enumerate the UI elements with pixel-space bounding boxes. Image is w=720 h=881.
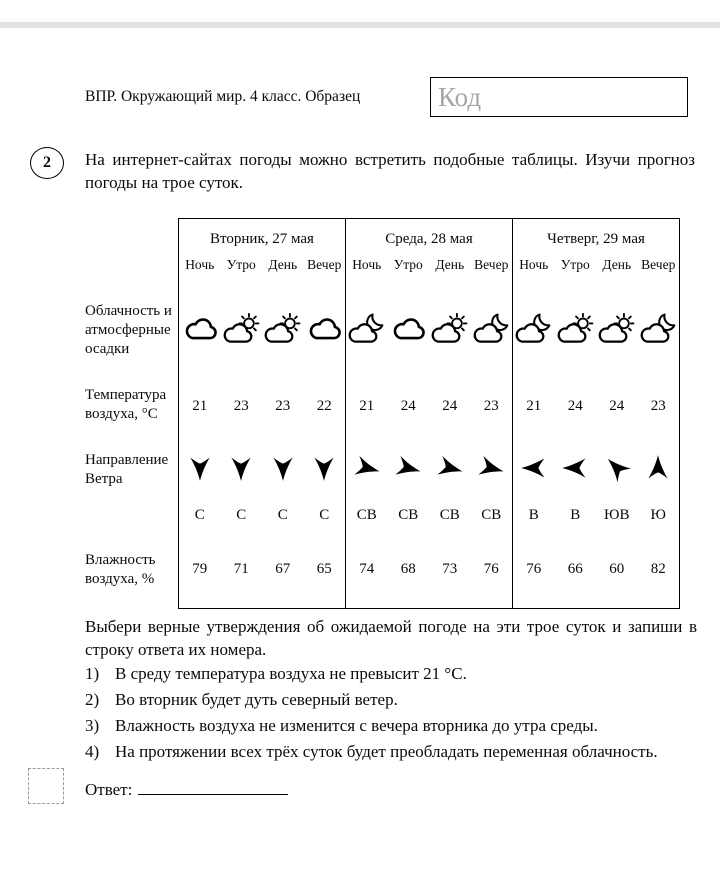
wind-arrow-icon: [221, 437, 263, 499]
sun-behind-cloud-icon: [596, 283, 638, 375]
sun-behind-cloud-icon: [221, 283, 263, 375]
wind-direction-row: [513, 499, 679, 545]
wind-direction-value: СВ: [439, 507, 460, 523]
wind-arrow-icon: [429, 437, 471, 499]
statement-item: [85, 715, 701, 737]
wind-direction-value: ЮВ: [604, 507, 630, 523]
cloudiness-row: [513, 283, 679, 375]
time-header: Вечер: [641, 257, 676, 272]
wind-direction-value: СВ: [398, 507, 419, 523]
humidity-row: [513, 545, 679, 608]
wind-arrow-icon: [596, 437, 638, 499]
wind-arrow-icon: [262, 437, 304, 499]
moon-behind-cloud-icon: [346, 283, 388, 375]
wind-direction-value: Ю: [650, 507, 666, 523]
wind-arrow-row: [513, 437, 679, 499]
moon-behind-cloud-icon: [513, 283, 555, 375]
wind-arrow-icon: [555, 437, 597, 499]
day-title: Четверг, 29 мая: [547, 231, 645, 247]
day-title: Вторник, 27 мая: [210, 231, 314, 247]
statement-item: [85, 741, 701, 763]
temperature-value: 23: [233, 397, 249, 414]
humidity-value: 82: [650, 561, 666, 577]
statement-number: 4): [85, 741, 100, 761]
time-header: День: [268, 257, 298, 272]
time-header-row: [179, 249, 345, 283]
wind-direction-value: С: [194, 507, 205, 523]
temperature-value: 23: [483, 397, 499, 414]
sun-behind-cloud-icon: [555, 283, 597, 375]
time-header: Ночь: [352, 257, 382, 272]
humidity-value: 76: [526, 561, 542, 577]
wind-arrow-row: [346, 437, 512, 499]
temperature-row: [346, 375, 512, 437]
answer-blank-line: [138, 780, 288, 795]
answer-label: Ответ:: [85, 780, 133, 799]
wind-arrow-icon: [513, 437, 555, 499]
humidity-value: 67: [275, 561, 291, 577]
time-header: Утро: [226, 257, 256, 272]
time-header: Вечер: [474, 257, 509, 272]
humidity-row: [179, 545, 345, 608]
temperature-row: [513, 375, 679, 437]
wind-direction-row: [346, 499, 512, 545]
row-label-temperature: Температура воздуха, °С: [85, 387, 167, 422]
temperature-value: 23: [650, 397, 666, 414]
wind-arrow-icon: [304, 437, 346, 499]
code-box-label: Код: [438, 82, 482, 112]
humidity-row: [346, 545, 512, 608]
wind-arrow-row: [179, 437, 345, 499]
statement-text: В среду температура воздуха не превысит 21 °С.: [115, 664, 467, 683]
time-header-row: [346, 249, 512, 283]
wind-direction-value: С: [277, 507, 288, 523]
time-header: Вечер: [307, 257, 342, 272]
temperature-value: 21: [359, 397, 375, 414]
day-title: Среда, 28 мая: [385, 231, 473, 247]
time-header: Утро: [560, 257, 590, 272]
time-header-row: [513, 249, 679, 283]
sun-behind-cloud-icon: [262, 283, 304, 375]
humidity-value: 74: [359, 561, 375, 577]
row-label-clouds: Облачность и атмосферные осадки: [85, 303, 172, 357]
cloud-icon: [388, 283, 430, 375]
day-column: [512, 219, 679, 608]
wind-arrow-icon: [346, 437, 388, 499]
row-label-humidity: Влажность воздуха, %: [85, 552, 156, 587]
wind-direction-value: С: [319, 507, 330, 523]
time-header: Утро: [393, 257, 423, 272]
statement-number: 2): [85, 689, 100, 709]
question-number-badge: [30, 147, 64, 179]
question-text: На интернет-сайтах погоды можно встретить подобные таблицы. Изучи прогноз погоды на трое суток.: [85, 150, 695, 192]
doc-title: ВПР. Окружающий мир. 4 класс. Образец: [85, 88, 361, 105]
moon-behind-cloud-icon: [471, 283, 513, 375]
temperature-value: 21: [192, 397, 208, 414]
wind-direction-value: В: [570, 507, 581, 523]
code-input-box: [430, 77, 688, 117]
wind-direction-value: С: [236, 507, 247, 523]
wind-direction-value: СВ: [356, 507, 377, 523]
cloudiness-row: [179, 283, 345, 375]
sun-behind-cloud-icon: [429, 283, 471, 375]
time-header: День: [435, 257, 465, 272]
statement-item: [85, 689, 701, 711]
moon-behind-cloud-icon: [638, 283, 680, 375]
temperature-value: 24: [567, 397, 583, 414]
humidity-value: 79: [192, 561, 208, 577]
statement-text: Во вторник будет дуть северный ветер.: [115, 689, 398, 709]
temperature-value: 24: [442, 397, 458, 414]
wind-arrow-icon: [471, 437, 513, 499]
humidity-value: 65: [316, 561, 332, 577]
humidity-value: 66: [567, 561, 583, 577]
cloud-icon: [304, 283, 346, 375]
statement-number: 3): [85, 715, 100, 735]
wind-direction-value: В: [528, 507, 539, 523]
weather-forecast-table: [178, 218, 680, 609]
day-column: [345, 219, 512, 608]
statement-text: На протяжении всех трёх суток будет преобладать переменная облачность.: [115, 741, 658, 761]
wind-arrow-icon: [638, 437, 680, 499]
statements-list: [85, 663, 701, 767]
cloudiness-row: [346, 283, 512, 375]
day-column: [179, 219, 345, 608]
page-top-strip: [0, 22, 720, 28]
question-number: 2: [43, 154, 51, 171]
temperature-value: 23: [275, 397, 291, 414]
humidity-value: 68: [400, 561, 416, 577]
humidity-value: 60: [609, 561, 625, 577]
cloud-icon: [179, 283, 221, 375]
temperature-value: 21: [526, 397, 542, 414]
humidity-value: 73: [442, 561, 458, 577]
time-header: Ночь: [185, 257, 215, 272]
time-header: День: [602, 257, 632, 272]
time-header: Ночь: [519, 257, 549, 272]
temperature-value: 22: [316, 397, 332, 414]
answer-row: [85, 780, 288, 800]
statement-item: [85, 663, 701, 685]
row-label-wind: Направление Ветра: [85, 452, 169, 487]
wind-direction-row: [179, 499, 345, 545]
score-box: [28, 768, 64, 804]
humidity-value: 71: [233, 561, 249, 577]
temperature-row: [179, 375, 345, 437]
wind-arrow-icon: [179, 437, 221, 499]
statement-number: 1): [85, 664, 100, 683]
temperature-value: 24: [400, 397, 416, 414]
humidity-value: 76: [483, 561, 499, 577]
temperature-value: 24: [609, 397, 625, 414]
wind-arrow-icon: [388, 437, 430, 499]
statement-text: Влажность воздуха не изменится с вечера вторника до утра среды.: [115, 715, 598, 735]
wind-direction-value: СВ: [481, 507, 502, 523]
instruction-text: Выбери верные утверждения об ожидаемой погоде на эти трое суток и запиши в строку ответа их номера.: [85, 617, 697, 659]
